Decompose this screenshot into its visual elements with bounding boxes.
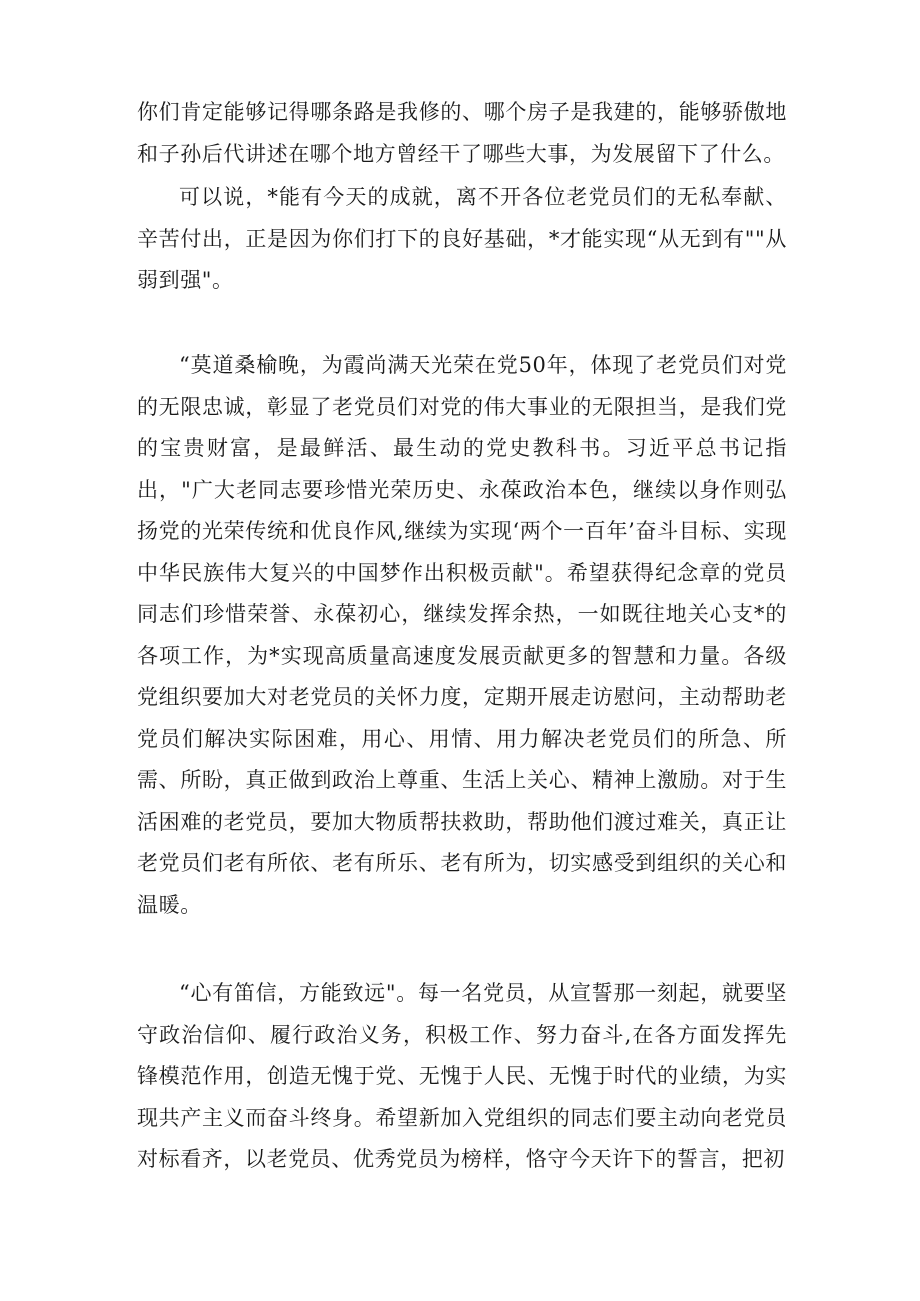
- paragraph-contribution: 可以说，*能有今天的成就，离不开各位老党员们的无私奉献、辛苦付出，正是因为你们打下的良好基础，*才能实现“从无到有""从弱到强"。: [137, 185, 787, 292]
- paragraph-continuation: 你们肯定能够记得哪条路是我修的、哪个房子是我建的，能够骄傲地和子孙后代讲述在哪个地方曾经干了哪些大事，为发展留下了什么。: [137, 100, 787, 166]
- paragraph-veteran-members: “莫道桑榆晚，为霞尚满天光荣在党50年，体现了老党员们对党的无限忠诚，彰显了老党员们对党的伟大事业的无限担当，是我们党的宝贵财富，是最鲜活、最生动的党史教科书。习近平总书记指出，"广大老同志要珍惜光荣历史、永葆政治本色，继续以身作则弘扬党的光荣传统和优良作风,继续为实现‘两个一百年’奋斗目标、实现中华民族伟大复兴的中国梦作出积极贡献"。希望获得纪念章的党员同志们珍惜荣誉、永葆初心，继续发挥余热，一如既往地关心支*的各项工作，为*实现高质量高速度发展贡献更多的智慧和力量。各级党组织要加大对老党员的关怀力度，定期开展走访慰问，主动帮助老党员们解决实际困难，用心、用情、用力解决老党员们的所急、所需、所盼，真正做到政治上尊重、生活上关心、精神上激励。对于生活困难的老党员，要加大物质帮扶救助，帮助他们渡过难关，真正让老党员们老有所依、老有所乐、老有所为，切实感受到组织的关心和温暖。: [137, 353, 787, 917]
- paragraph-new-members: “心有笛信，方能致远"。每一名党员，从宣誓那一刻起，就要坚守政治信仰、履行政治义务，积极工作、努力奋斗,在各方面发挥先锋模范作用，创造无愧于党、无愧于人民、无愧于时代的业绩，为实现共产主义而奋斗终身。希望新加入党组织的同志们要主动向老党员对标看齐，以老党员、优秀党员为榜样，恪守今天许下的誓言，把初: [137, 981, 787, 1171]
